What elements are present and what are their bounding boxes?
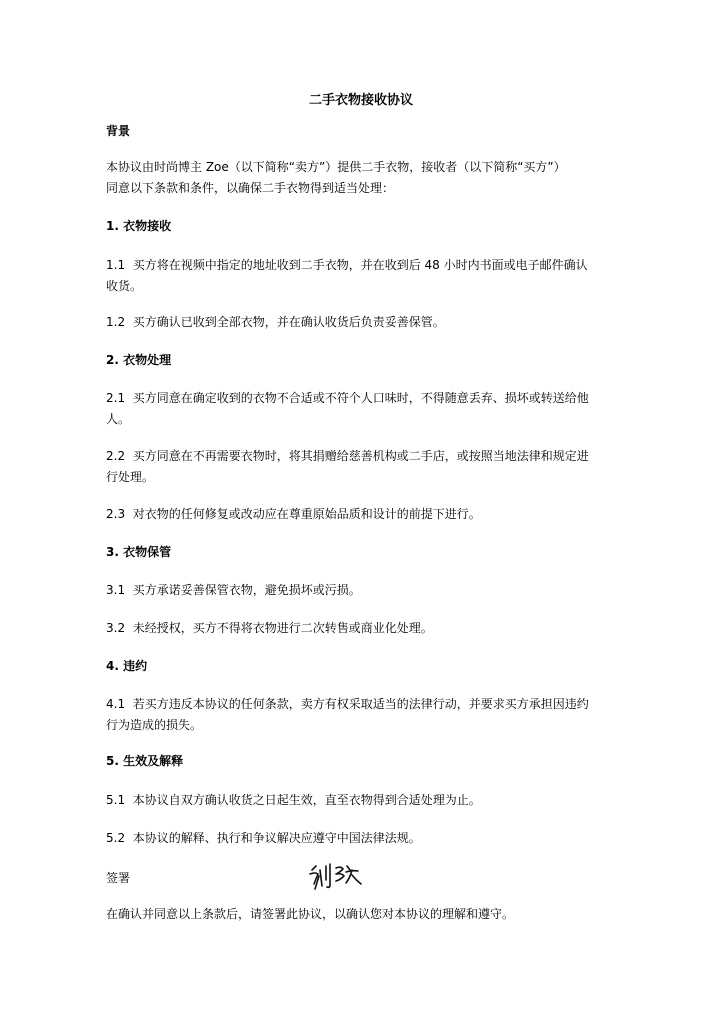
- clause-3-2: 3.2 未经授权，买方不得将衣物进行二次转售或商业化处理。: [106, 621, 433, 635]
- clause-2-2-line-1: 2.2 买方同意在不再需要衣物时，将其捐赠给慈善机构或二手店，或按照当地法律和规定进: [106, 449, 589, 463]
- background-heading: 背景: [106, 124, 131, 138]
- signature-row: [106, 866, 618, 896]
- section-1-heading: 1. 衣物接收: [106, 219, 172, 233]
- section-2-heading: 2. 衣物处理: [106, 353, 172, 367]
- clause-3-1: 3.1 买方承诺妥善保管衣物，避免损坏或污损。: [106, 583, 361, 597]
- intro-line-1: 本协议由时尚博主 Zoe（以下简称“卖方”）提供二手衣物，接收者（以下简称“买方”）: [106, 160, 566, 174]
- clause-1-2: 1.2 买方确认已收到全部衣物，并在确认收货后负责妥善保管。: [106, 315, 445, 329]
- clause-5-2: 5.2 本协议的解释、执行和争议解决应遵守中国法律法规。: [106, 831, 421, 845]
- clause-1-1-line-2: 收货。: [106, 279, 143, 293]
- section-3-heading: 3. 衣物保管: [106, 545, 172, 559]
- clause-5-1: 5.1 本协议自双方确认收货之日起生效，直至衣物得到合适处理为止。: [106, 793, 481, 807]
- clause-1-1-line-1: 1.1 买方将在视频中指定的地址收到二手衣物，并在收到后 48 小时内书面或电子邮件确认: [106, 258, 588, 272]
- section-5-heading: 5. 生效及解释: [106, 754, 184, 768]
- closing-statement: 在确认并同意以上条款后，请签署此协议，以确认您对本协议的理解和遵守。: [106, 907, 515, 921]
- signature-label: 签署: [106, 871, 131, 885]
- clause-2-1-line-2: 人。: [106, 412, 131, 426]
- clause-2-1-line-1: 2.1 买方同意在确定收到的衣物不合适或不符个人口味时，不得随意丢弃、损坏或转送给他: [106, 391, 589, 405]
- clause-2-3: 2.3 对衣物的任何修复或改动应在尊重原始品质和设计的前提下进行。: [106, 507, 481, 521]
- clause-2-2-line-2: 行处理。: [106, 470, 155, 484]
- handwritten-signature-image: [306, 860, 366, 894]
- clause-4-1-line-1: 4.1 若买方违反本协议的任何条款，卖方有权采取适当的法律行动，并要求买方承担因违约: [106, 697, 589, 711]
- clause-4-1-line-2: 行为造成的损失。: [106, 718, 203, 732]
- document-title: 二手衣物接收协议: [308, 93, 413, 108]
- section-4-heading: 4. 违约: [106, 659, 148, 673]
- intro-line-2: 同意以下条款和条件，以确保二手衣物得到适当处理：: [106, 181, 395, 195]
